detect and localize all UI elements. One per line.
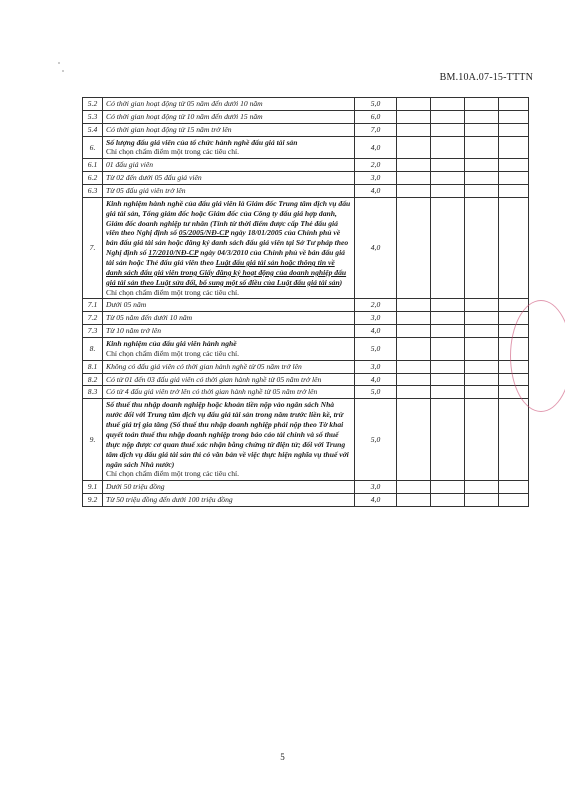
criterion-max-score: 3,0 xyxy=(355,481,397,494)
criterion-description: Từ 02 đến dưới 05 đấu giá viên xyxy=(103,172,355,185)
table-row xyxy=(83,299,529,312)
empty-score-cell xyxy=(397,172,431,185)
table-row xyxy=(83,325,529,338)
criterion-number: 9.1 xyxy=(83,481,103,494)
table-row xyxy=(83,159,529,172)
criterion-number: 6. xyxy=(83,136,103,159)
empty-score-cell xyxy=(465,481,499,494)
criterion-max-score: 4,0 xyxy=(355,136,397,159)
empty-score-cell xyxy=(431,494,465,507)
empty-score-cell xyxy=(465,373,499,386)
empty-score-cell xyxy=(465,197,499,299)
criterion-heading-text xyxy=(106,199,351,288)
empty-score-cell xyxy=(465,399,499,481)
empty-score-cell xyxy=(465,172,499,185)
criterion-description: Từ 05 năm đến dưới 10 năm xyxy=(103,312,355,325)
criterion-number: 7. xyxy=(83,197,103,299)
criterion-description: Từ 50 triệu đồng đến dưới 100 triệu đồng xyxy=(103,494,355,507)
criterion-number: 8.3 xyxy=(83,386,103,399)
criterion-description xyxy=(103,136,355,159)
criterion-description: Có thời gian hoạt động từ 05 năm đến dưới 10 năm xyxy=(103,98,355,111)
text-segment: Kinh nghiệm hành nghề của đấu giá viên là Giám đốc Trung tâm dịch vụ đấu giá tài sản, Tổng giám đốc hoặc Giám đốc của Công ty đấu giá hợp danh, Giám đốc doanh nghiệp tư nhân (Tính từ thời điểm được cấp Thẻ đấu giá viên theo Nghị định số xyxy=(106,198,351,238)
empty-score-cell xyxy=(397,123,431,136)
criterion-number: 5.3 xyxy=(83,110,103,123)
empty-score-cell xyxy=(499,123,529,136)
empty-score-cell xyxy=(431,172,465,185)
criterion-description: Có thời gian hoạt động từ 10 năm đến dưới 15 năm xyxy=(103,110,355,123)
criterion-max-score: 2,0 xyxy=(355,299,397,312)
criterion-description: 01 đấu giá viên xyxy=(103,159,355,172)
empty-score-cell xyxy=(431,338,465,361)
table-row xyxy=(83,123,529,136)
empty-score-cell xyxy=(397,299,431,312)
criterion-heading-text: Kinh nghiệm của đấu giá viên hành nghề xyxy=(106,339,237,349)
text-segment: ) xyxy=(339,277,343,287)
empty-score-cell xyxy=(465,136,499,159)
empty-score-cell xyxy=(499,185,529,198)
table-row-heading xyxy=(83,338,529,361)
empty-score-cell xyxy=(465,325,499,338)
table-row xyxy=(83,360,529,373)
criterion-max-score: 3,0 xyxy=(355,312,397,325)
criterion-number: 7.3 xyxy=(83,325,103,338)
empty-score-cell xyxy=(397,399,431,481)
empty-score-cell xyxy=(499,481,529,494)
table-row xyxy=(83,110,529,123)
empty-score-cell xyxy=(397,373,431,386)
criteria-table-body xyxy=(83,98,529,507)
empty-score-cell xyxy=(499,494,529,507)
criterion-number: 6.3 xyxy=(83,185,103,198)
empty-score-cell xyxy=(431,373,465,386)
empty-score-cell xyxy=(499,172,529,185)
criterion-heading-text: Số lượng đấu giá viên của tổ chức hành nghề đấu giá tài sản xyxy=(106,137,298,147)
criterion-description: Không có đấu giá viên có thời gian hành nghề từ 05 năm trở lên xyxy=(103,360,355,373)
empty-score-cell xyxy=(499,110,529,123)
scan-speck xyxy=(58,62,60,64)
empty-score-cell xyxy=(431,299,465,312)
table-row xyxy=(83,494,529,507)
empty-score-cell xyxy=(397,312,431,325)
criterion-description: Từ 10 năm trở lên xyxy=(103,325,355,338)
table-row xyxy=(83,386,529,399)
criterion-number: 8. xyxy=(83,338,103,361)
text-segment: ngày 18/01/2005 của Chính phủ về bán đấu giá tài sản hoặc đăng ký danh sách đấu giá viên tại Sở Tư pháp theo Nghị định số xyxy=(106,228,349,258)
table-row xyxy=(83,185,529,198)
decree-link[interactable]: 17/2010/NĐ-CP xyxy=(148,248,199,258)
criterion-description xyxy=(103,399,355,481)
table-row xyxy=(83,373,529,386)
criterion-description: Dưới 05 năm xyxy=(103,299,355,312)
criterion-instruction: Chỉ chọn chấm điểm một trong các tiêu chí. xyxy=(106,469,240,479)
empty-score-cell xyxy=(431,197,465,299)
criterion-max-score: 7,0 xyxy=(355,123,397,136)
text-segment: ngày 04/3/2010 của Chính phủ về bán đấu giá tài sản hoặc Thẻ đấu giá viên theo xyxy=(106,248,345,268)
table-row-heading xyxy=(83,197,529,299)
criterion-description xyxy=(103,197,355,299)
criterion-max-score: 3,0 xyxy=(355,360,397,373)
empty-score-cell xyxy=(431,185,465,198)
criterion-max-score: 5,0 xyxy=(355,98,397,111)
criterion-max-score: 4,0 xyxy=(355,494,397,507)
criterion-number: 8.1 xyxy=(83,360,103,373)
criterion-max-score: 5,0 xyxy=(355,399,397,481)
empty-score-cell xyxy=(397,159,431,172)
criterion-max-score: 5,0 xyxy=(355,338,397,361)
empty-score-cell xyxy=(431,98,465,111)
criterion-number: 8.2 xyxy=(83,373,103,386)
table-row xyxy=(83,172,529,185)
empty-score-cell xyxy=(397,98,431,111)
empty-score-cell xyxy=(465,312,499,325)
empty-score-cell xyxy=(397,386,431,399)
empty-score-cell xyxy=(465,494,499,507)
empty-score-cell xyxy=(499,136,529,159)
empty-score-cell xyxy=(431,123,465,136)
empty-score-cell xyxy=(397,325,431,338)
empty-score-cell xyxy=(465,123,499,136)
empty-score-cell xyxy=(465,159,499,172)
criterion-max-score: 6,0 xyxy=(355,110,397,123)
table-row-heading xyxy=(83,136,529,159)
empty-score-cell xyxy=(431,325,465,338)
scan-speck xyxy=(62,70,64,72)
criterion-description: Có từ 4 đấu giá viên trở lên có thời gian hành nghề từ 05 năm trở lên xyxy=(103,386,355,399)
criterion-number: 9.2 xyxy=(83,494,103,507)
empty-score-cell xyxy=(431,360,465,373)
criterion-max-score: 4,0 xyxy=(355,197,397,299)
law-link[interactable]: Luật đấu giá tài sản hoặc thông tin về danh sách đấu giá viên trong Giấy đăng ký hoạt động của doanh nghiệp đấu giá tài sản theo Luật sửa đổi, bổ sung một số điều của Luật đấu giá tài sản xyxy=(106,258,347,287)
empty-score-cell xyxy=(431,159,465,172)
empty-score-cell xyxy=(431,110,465,123)
criterion-instruction: Chỉ chọn chấm điểm một trong các tiêu chí. xyxy=(106,287,240,297)
empty-score-cell xyxy=(397,136,431,159)
red-seal-stamp xyxy=(510,300,565,412)
empty-score-cell xyxy=(397,494,431,507)
criterion-description: Dưới 50 triệu đồng xyxy=(103,481,355,494)
criterion-number: 6.1 xyxy=(83,159,103,172)
empty-score-cell xyxy=(397,185,431,198)
empty-score-cell xyxy=(465,299,499,312)
criterion-max-score: 3,0 xyxy=(355,172,397,185)
empty-score-cell xyxy=(465,110,499,123)
document-code: BM.10A.07-15-TTTN xyxy=(439,72,533,83)
empty-score-cell xyxy=(431,136,465,159)
empty-score-cell xyxy=(397,481,431,494)
criterion-max-score: 5,0 xyxy=(355,386,397,399)
table-row xyxy=(83,98,529,111)
criterion-number: 9. xyxy=(83,399,103,481)
criterion-description xyxy=(103,338,355,361)
criterion-number: 7.1 xyxy=(83,299,103,312)
empty-score-cell xyxy=(397,338,431,361)
criterion-description: Có từ 01 đến 03 đấu giá viên có thời gian hành nghề từ 05 năm trở lên xyxy=(103,373,355,386)
empty-score-cell xyxy=(499,197,529,299)
criterion-number: 7.2 xyxy=(83,312,103,325)
empty-score-cell xyxy=(499,159,529,172)
criterion-number: 5.2 xyxy=(83,98,103,111)
criterion-max-score: 4,0 xyxy=(355,373,397,386)
empty-score-cell xyxy=(431,399,465,481)
criterion-instruction: Chỉ chọn chấm điểm một trong các tiêu chí. xyxy=(106,348,240,358)
empty-score-cell xyxy=(465,386,499,399)
criterion-instruction: Chỉ chọn chấm điểm một trong các tiêu chí. xyxy=(106,147,240,157)
criterion-max-score: 2,0 xyxy=(355,159,397,172)
criterion-max-score: 4,0 xyxy=(355,325,397,338)
empty-score-cell xyxy=(499,399,529,481)
table-row xyxy=(83,481,529,494)
criterion-description: Có thời gian hoạt động từ 15 năm trở lên xyxy=(103,123,355,136)
empty-score-cell xyxy=(465,98,499,111)
criteria-table xyxy=(82,97,529,507)
table-row xyxy=(83,312,529,325)
criterion-max-score: 4,0 xyxy=(355,185,397,198)
empty-score-cell xyxy=(431,481,465,494)
empty-score-cell xyxy=(431,312,465,325)
empty-score-cell xyxy=(397,197,431,299)
criterion-number: 5.4 xyxy=(83,123,103,136)
criterion-description: Từ 05 đấu giá viên trở lên xyxy=(103,185,355,198)
page-number: 5 xyxy=(280,752,285,762)
empty-score-cell xyxy=(397,110,431,123)
criterion-number: 6.2 xyxy=(83,172,103,185)
decree-link[interactable]: 05/2005/NĐ-CP xyxy=(178,228,229,238)
empty-score-cell xyxy=(397,360,431,373)
empty-score-cell xyxy=(499,98,529,111)
empty-score-cell xyxy=(431,386,465,399)
criterion-heading-text: Số thuế thu nhập doanh nghiệp hoặc khoản tiền nộp vào ngân sách Nhà nước đối với Trung tâm dịch vụ đấu giá tài sản trong năm trước liền kề, trừ thuế giá trị gia tăng (Số thuế thu nhập doanh nghiệp phải nộp theo Tờ khai quyết toán thuế thu nhập doanh nghiệp trong báo cáo tài chính và số thuế thực nộp được cơ quan thuế xác nhận bằng chứng từ điện tử; đối với Trung tâm dịch vụ đấu giá tài sản thì có văn bản về việc thực hiện nghĩa vụ thuế với ngân sách Nhà nước) xyxy=(106,400,349,469)
empty-score-cell xyxy=(465,185,499,198)
table-row-heading xyxy=(83,399,529,481)
empty-score-cell xyxy=(465,360,499,373)
empty-score-cell xyxy=(465,338,499,361)
